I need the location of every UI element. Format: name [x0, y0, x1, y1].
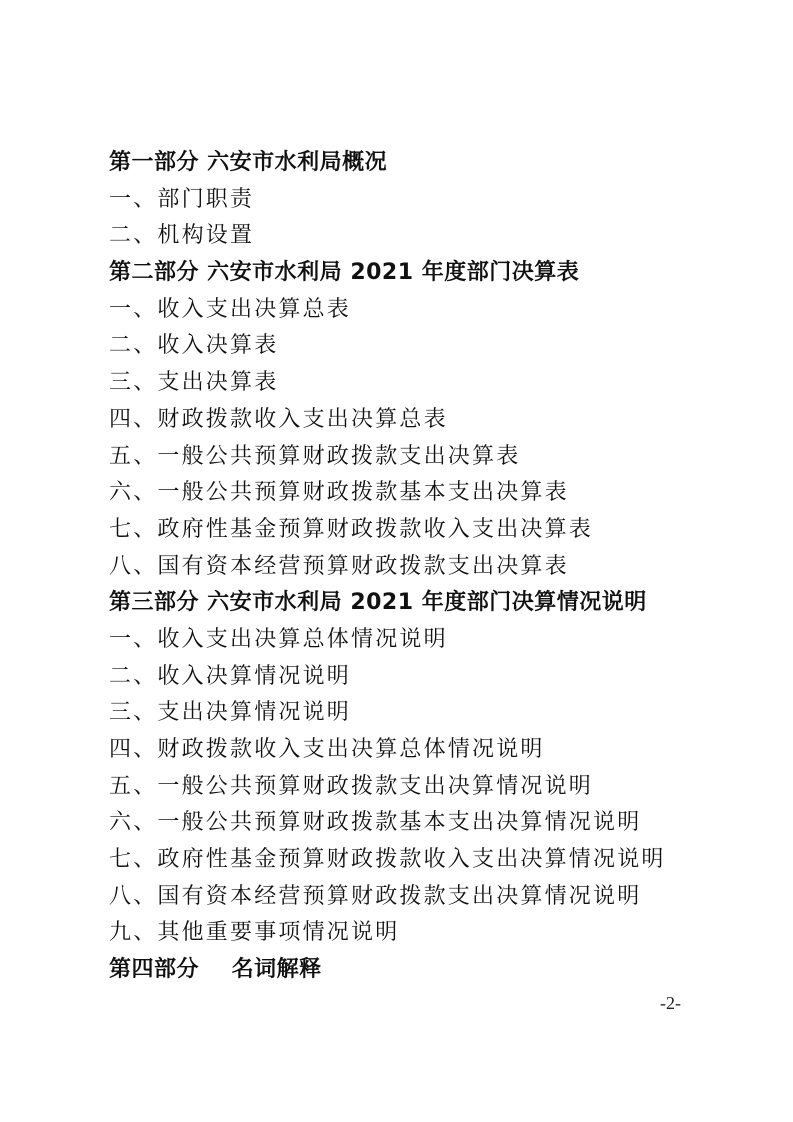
toc-item: 四、财政拨款收入支出决算总体情况说明 — [109, 737, 545, 762]
toc-item: 八、国有资本经营预算财政拨款支出决算情况说明 — [109, 883, 642, 909]
toc-item: 一、部门职责 — [109, 186, 255, 212]
toc-item: 八、国有资本经营预算财政拨款支出决算表 — [109, 553, 569, 579]
page-number: -2- — [660, 993, 681, 1013]
toc-item: 九、其他重要事项情况说明 — [109, 920, 400, 946]
toc-item: 五、一般公共预算财政拨款支出决算表 — [109, 443, 521, 469]
toc-item: 四、财政拨款收入支出决算总表 — [109, 406, 448, 432]
toc-item: 二、机构设置 — [109, 223, 255, 249]
toc-item: 三、支出决算情况说明 — [109, 700, 352, 726]
toc-item: 七、政府性基金预算财政拨款收入支出决算情况说明 — [109, 847, 666, 873]
toc-item: 六、一般公共预算财政拨款基本支出决算表 — [109, 480, 569, 506]
toc-item: 二、收入决算表 — [109, 333, 279, 359]
part-heading: 第三部分 六安市水利局 2021 年度部门决算情况说明 — [109, 590, 647, 616]
part-heading: 第一部分 六安市水利局概况 — [109, 150, 388, 175]
toc-item: 六、一般公共预算财政拨款基本支出决算情况说明 — [109, 810, 642, 836]
table-of-contents — [109, 145, 749, 989]
toc-item: 一、收入支出决算总体情况说明 — [109, 626, 448, 652]
toc-item: 二、收入决算情况说明 — [109, 663, 352, 689]
part-heading: 第四部分 名词解释 — [109, 957, 322, 983]
part-heading: 第二部分 六安市水利局 2021 年度部门决算表 — [109, 260, 580, 286]
toc-item: 五、一般公共预算财政拨款支出决算情况说明 — [109, 773, 594, 799]
toc-item: 七、政府性基金预算财政拨款收入支出决算表 — [109, 516, 594, 542]
toc-item: 一、收入支出决算总表 — [109, 296, 352, 322]
toc-item: 三、支出决算表 — [109, 370, 279, 396]
